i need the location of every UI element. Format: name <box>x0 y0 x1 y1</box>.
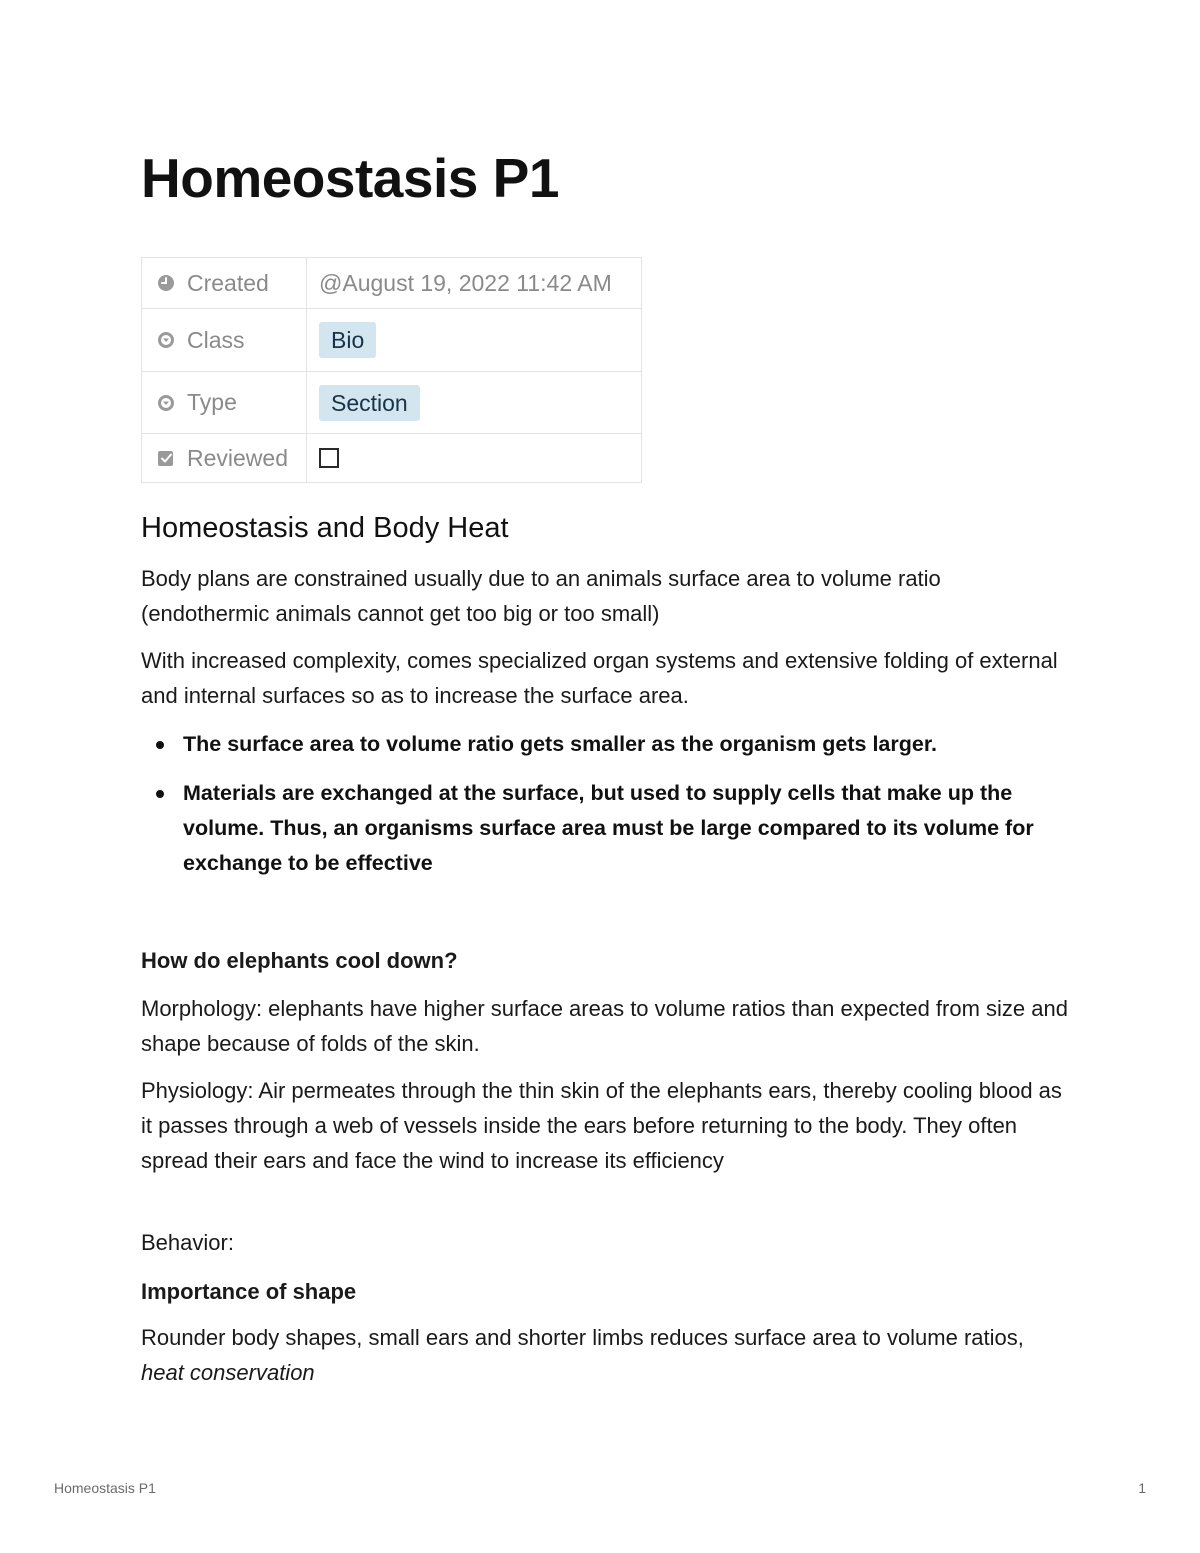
property-key <box>142 309 307 372</box>
property-value-class[interactable] <box>307 309 642 372</box>
reviewed-checkbox[interactable] <box>319 448 339 468</box>
property-value-reviewed <box>307 434 642 483</box>
paragraph-morphology: Morphology: elephants have higher surface areas to volume ratios than expected from size and shape because of folds of the skin. <box>141 996 1068 1056</box>
select-icon <box>155 329 177 351</box>
property-key <box>142 372 307 434</box>
property-value-type[interactable] <box>307 372 642 434</box>
property-label-reviewed: Reviewed <box>187 444 288 471</box>
property-row-class <box>142 309 642 372</box>
shape-heading: Importance of shape <box>141 1279 357 1304</box>
bullet-text: The surface area to volume ratio gets smaller as the organism gets larger. <box>183 732 937 756</box>
type-tag[interactable]: Section <box>319 385 420 421</box>
paragraph-behavior: Behavior: <box>141 1230 234 1255</box>
property-label-type: Type <box>187 389 237 415</box>
list-item <box>141 727 1061 762</box>
property-value-created[interactable] <box>307 258 642 309</box>
footer-title: Homeostasis P1 <box>54 1480 156 1496</box>
property-row-created <box>142 258 642 309</box>
property-key <box>142 434 307 483</box>
checkbox-icon <box>155 447 177 469</box>
created-date: @August 19, 2022 11:42 AM <box>319 269 612 296</box>
paragraph-shape <box>141 1320 1071 1390</box>
bullet-list <box>141 727 1061 895</box>
question-heading: How do elephants cool down? <box>141 948 458 973</box>
page-number: 1 <box>1138 1480 1146 1496</box>
bullet-dot <box>156 790 164 798</box>
paragraph-body-plans: Body plans are constrained usually due to an animals surface area to volume ratio (endothermic animals cannot get too big or too small) <box>141 566 941 626</box>
select-icon <box>155 392 177 414</box>
property-label-created: Created <box>187 269 269 296</box>
class-tag[interactable]: Bio <box>319 322 376 358</box>
clock-icon <box>155 272 177 294</box>
property-row-reviewed <box>142 434 642 483</box>
paragraph-complexity: With increased complexity, comes specialized organ systems and extensive folding of external and internal surfaces so as to increase the surface area. <box>141 648 1058 708</box>
page-title: Homeostasis P1 <box>141 147 559 209</box>
property-key <box>142 258 307 309</box>
section-heading: Homeostasis and Body Heat <box>141 512 509 544</box>
property-label-class: Class <box>187 326 245 353</box>
bullet-dot <box>156 741 164 749</box>
list-item <box>141 776 1061 881</box>
bullet-text: Materials are exchanged at the surface, but used to supply cells that make up the volume. Thus, an organisms surface area must be large compared to its volume for exchange to be effective <box>183 781 1034 875</box>
shape-text: Rounder body shapes, small ears and shorter limbs reduces surface area to volume ratios, <box>141 1325 1024 1350</box>
property-row-type <box>142 372 642 434</box>
heat-conservation-text: heat conservation <box>141 1360 315 1385</box>
paragraph-physiology: Physiology: Air permeates through the thin skin of the elephants ears, thereby cooling blood as it passes through a web of vessels inside the ears before returning to the body. They often spread their ears and face the wind to increase its efficiency <box>141 1078 1062 1173</box>
properties-table <box>141 257 642 483</box>
